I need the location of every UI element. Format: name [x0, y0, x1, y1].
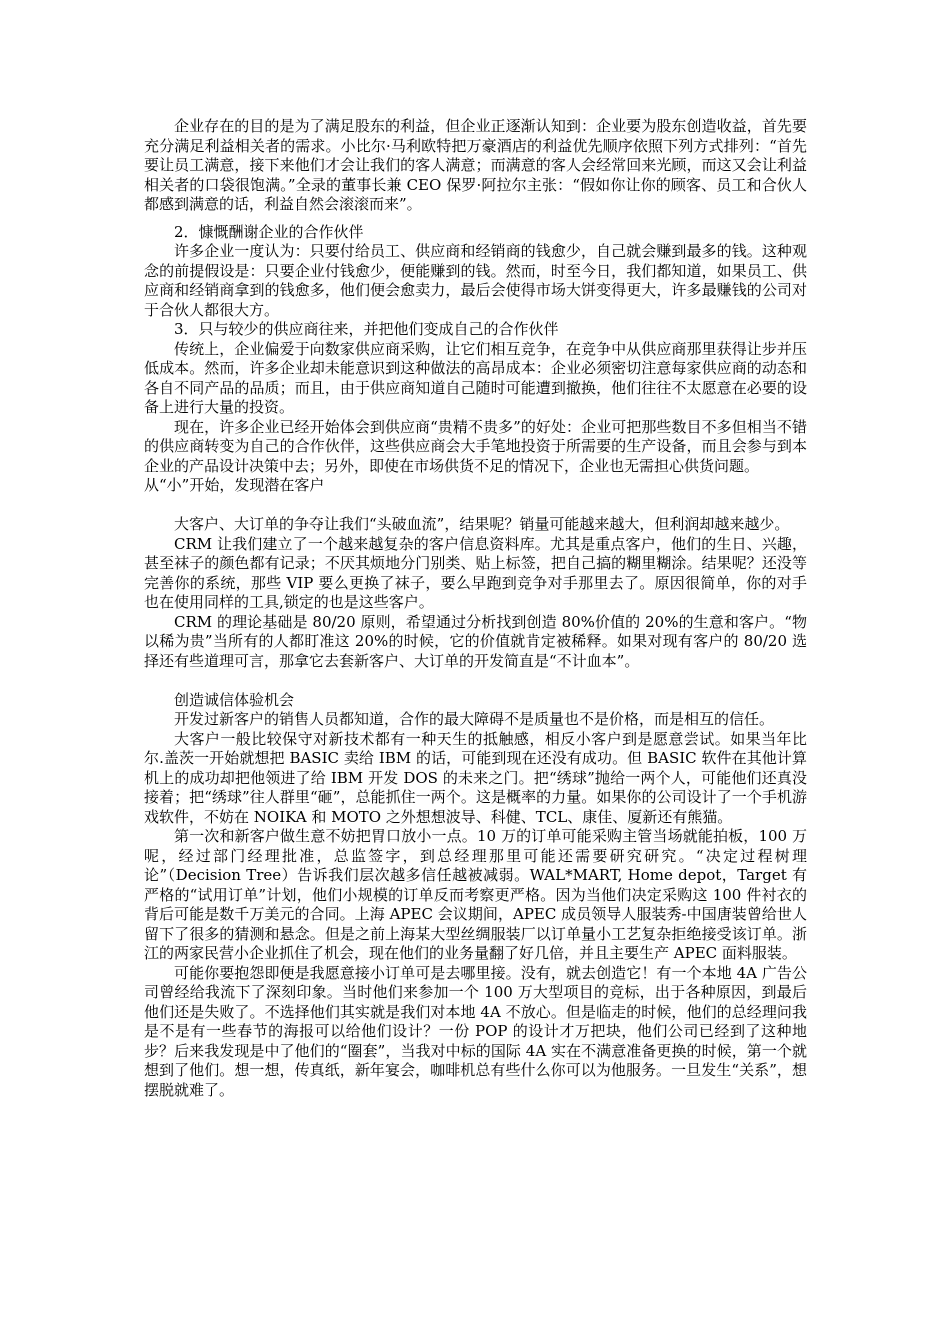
- paragraph: 企业存在的目的是为了满足股东的利益，但企业正逐渐认知到：企业要为股东创造收益，首先要充分满足利益相关者的需求。小比尔·马利欧特把万豪酒店的利益优先顺序依照下列方式排列：“首先要让员工满意，接下来他们才会让我们的客人满意；而满意的客人会经常回来光顾，而这又会让利益相关者的口袋很饱满。”全录的董事长兼 CEO 保罗·阿拉尔主张：“假如你让你的顾客、员工和合伙人都感到满意的话，利益自然会滚滚而来”。: [144, 117, 807, 213]
- section-heading: 2．慷慨酬谢企业的合作伙伴: [174, 222, 364, 241]
- paragraph: 传统上，企业偏爱于向数家供应商采购，让它们相互竞争，在竞争中从供应商那里获得让步并压低成本。然而，许多企业却未能意识到这种做法的高昂成本：企业必须密切注意每家供应商的动态和各自不同产品的品质；而且，由于供应商知道自己随时可能遭到撤换，他们往往不太愿意在必要的设备上进行大量的投资。: [144, 339, 807, 416]
- paragraph: 可能你要抱怨即便是我愿意接小订单可是去哪里接。没有，就去创造它！有一个本地 4A 广告公司曾经给我流下了深刻印象。当时他们来参加一个 100 万大型项目的竞标，出于各种原因，到最后他们还是失败了。不选择他们其实就是我们对本地 4A 不放心。但是临走的时候，他们的总经理问我是不是有一些春节的海报可以给他们设计？一份 POP 的设计才万把块，他们公司已经到了这种地步？后来我发现是中了他们的“圈套”，当我对中标的国际 4A 实在不满意准备更换的时候，第一个就想到了他们。想一想，传真纸，新年宴会，咖啡机总有些什么你可以为他服务。一旦发生“关系”，想摆脱就难了。: [144, 963, 807, 1099]
- paragraph: 大客户一般比较保守对新技术都有一种天生的抵触感，相反小客户到是愿意尝试。如果当年比尔.盖茨一开始就想把 BASIC 卖给 IBM 的话，可能到现在还没有成功。但 BASIC 软件在其他计算机上的成功却把他领进了给 IBM 开发 DOS 的未来之门。把“绣球”抛给一两个人，可能他们还真没接着；把“绣球”往人群里“砸”，总能抓住一两个。这是概率的力量。如果你的公司设计了一个手机游戏软件，不妨在 NOIKA 和 MOTO 之外想想波导、科健、TCL、康佳、厦新还有熊猫。: [144, 729, 807, 826]
- section-heading: 3．只与较少的供应商往来，并把他们变成自己的合作伙伴: [174, 320, 559, 338]
- paragraph: 开发过新客户的销售人员都知道，合作的最大障碍不是质量也不是价格，而是相互的信任。: [174, 710, 775, 728]
- paragraph: 现在，许多企业已经开始体会到供应商“贵精不贵多”的好处：企业可把那些数目不多但相当不错的供应商转变为自己的合作伙伴，这些供应商会大手笔地投资于所需要的生产设备，而且会参与到本企业的产品设计决策中去；另外，即使在市场供货不足的情况下，企业也无需担心供货问题。: [144, 417, 807, 475]
- paragraph: CRM 的理论基础是 80/20 原则，希望通过分析找到创造 80%价值的 20%的生意和客户。“物以稀为贵”当所有的人都盯准这 20%的时候，它的价值就肯定被稀释。如果对现有客户的 80/20 选择还有些道理可言，那拿它去套新客户、大订单的开发简直是“不计血本”。: [144, 612, 807, 670]
- paragraph: 第一次和新客户做生意不妨把胃口放小一点。10 万的订单可能采购主管当场就能拍板，100 万呢，经过部门经理批准，总监签字，到总经理那里可能还需要研究研究。“决定过程树理论”（Decision Tree）告诉我们层次越多信任越被减弱。WAL*MART, Home depot，Target 有严格的“试用订单”计划，他们小规模的订单反而考察更严格。因为当他们决定采购这 100 件衬衣的背后可能是数千万美元的合同。上海 APEC 会议期间，APEC 成员领导人服装秀-中国唐装曾给世人留下了很多的猜测和悬念。但是之前上海某大型丝绸服装厂以订单量小工艺复杂拒绝接受该订单。浙江的两家民营小企业抓住了机会，现在他们的业务量翻了好几倍，并且主要生产 APEC 面料服装。: [144, 827, 807, 962]
- document-body: [144, 117, 807, 1100]
- paragraph: 大客户、大订单的争夺让我们“头破血流”，结果呢？销量可能越来越大，但利润却越来越少。: [174, 515, 790, 533]
- paragraph: CRM 让我们建立了一个越来越复杂的客户信息资料库。尤其是重点客户，他们的生日、兴趣，甚至袜子的颜色都有记录；不厌其烦地分门别类、贴上标签，把自己搞的糊里糊涂。结果呢？还没等完善你的系统，那些 VIP 要么更换了袜子，要么早跑到竞争对手那里去了。原因很简单，你的对手也在使用同样的工具,锁定的也是这些客户。: [144, 534, 807, 611]
- paragraph: 许多企业一度认为：只要付给员工、供应商和经销商的钱愈少，自己就会赚到最多的钱。这种观念的前提假设是：只要企业付钱愈少，便能赚到的钱。然而，时至今日，我们都知道，如果员工、供应商和经销商拿到的钱愈多，他们便会愈卖力，最后会使得市场大饼变得更大，许多最赚钱的公司对于合伙人都很大方。: [144, 242, 807, 319]
- section-heading: 创造诚信体验机会: [174, 690, 295, 709]
- section-heading: 从“小”开始，发现潜在客户: [144, 476, 325, 494]
